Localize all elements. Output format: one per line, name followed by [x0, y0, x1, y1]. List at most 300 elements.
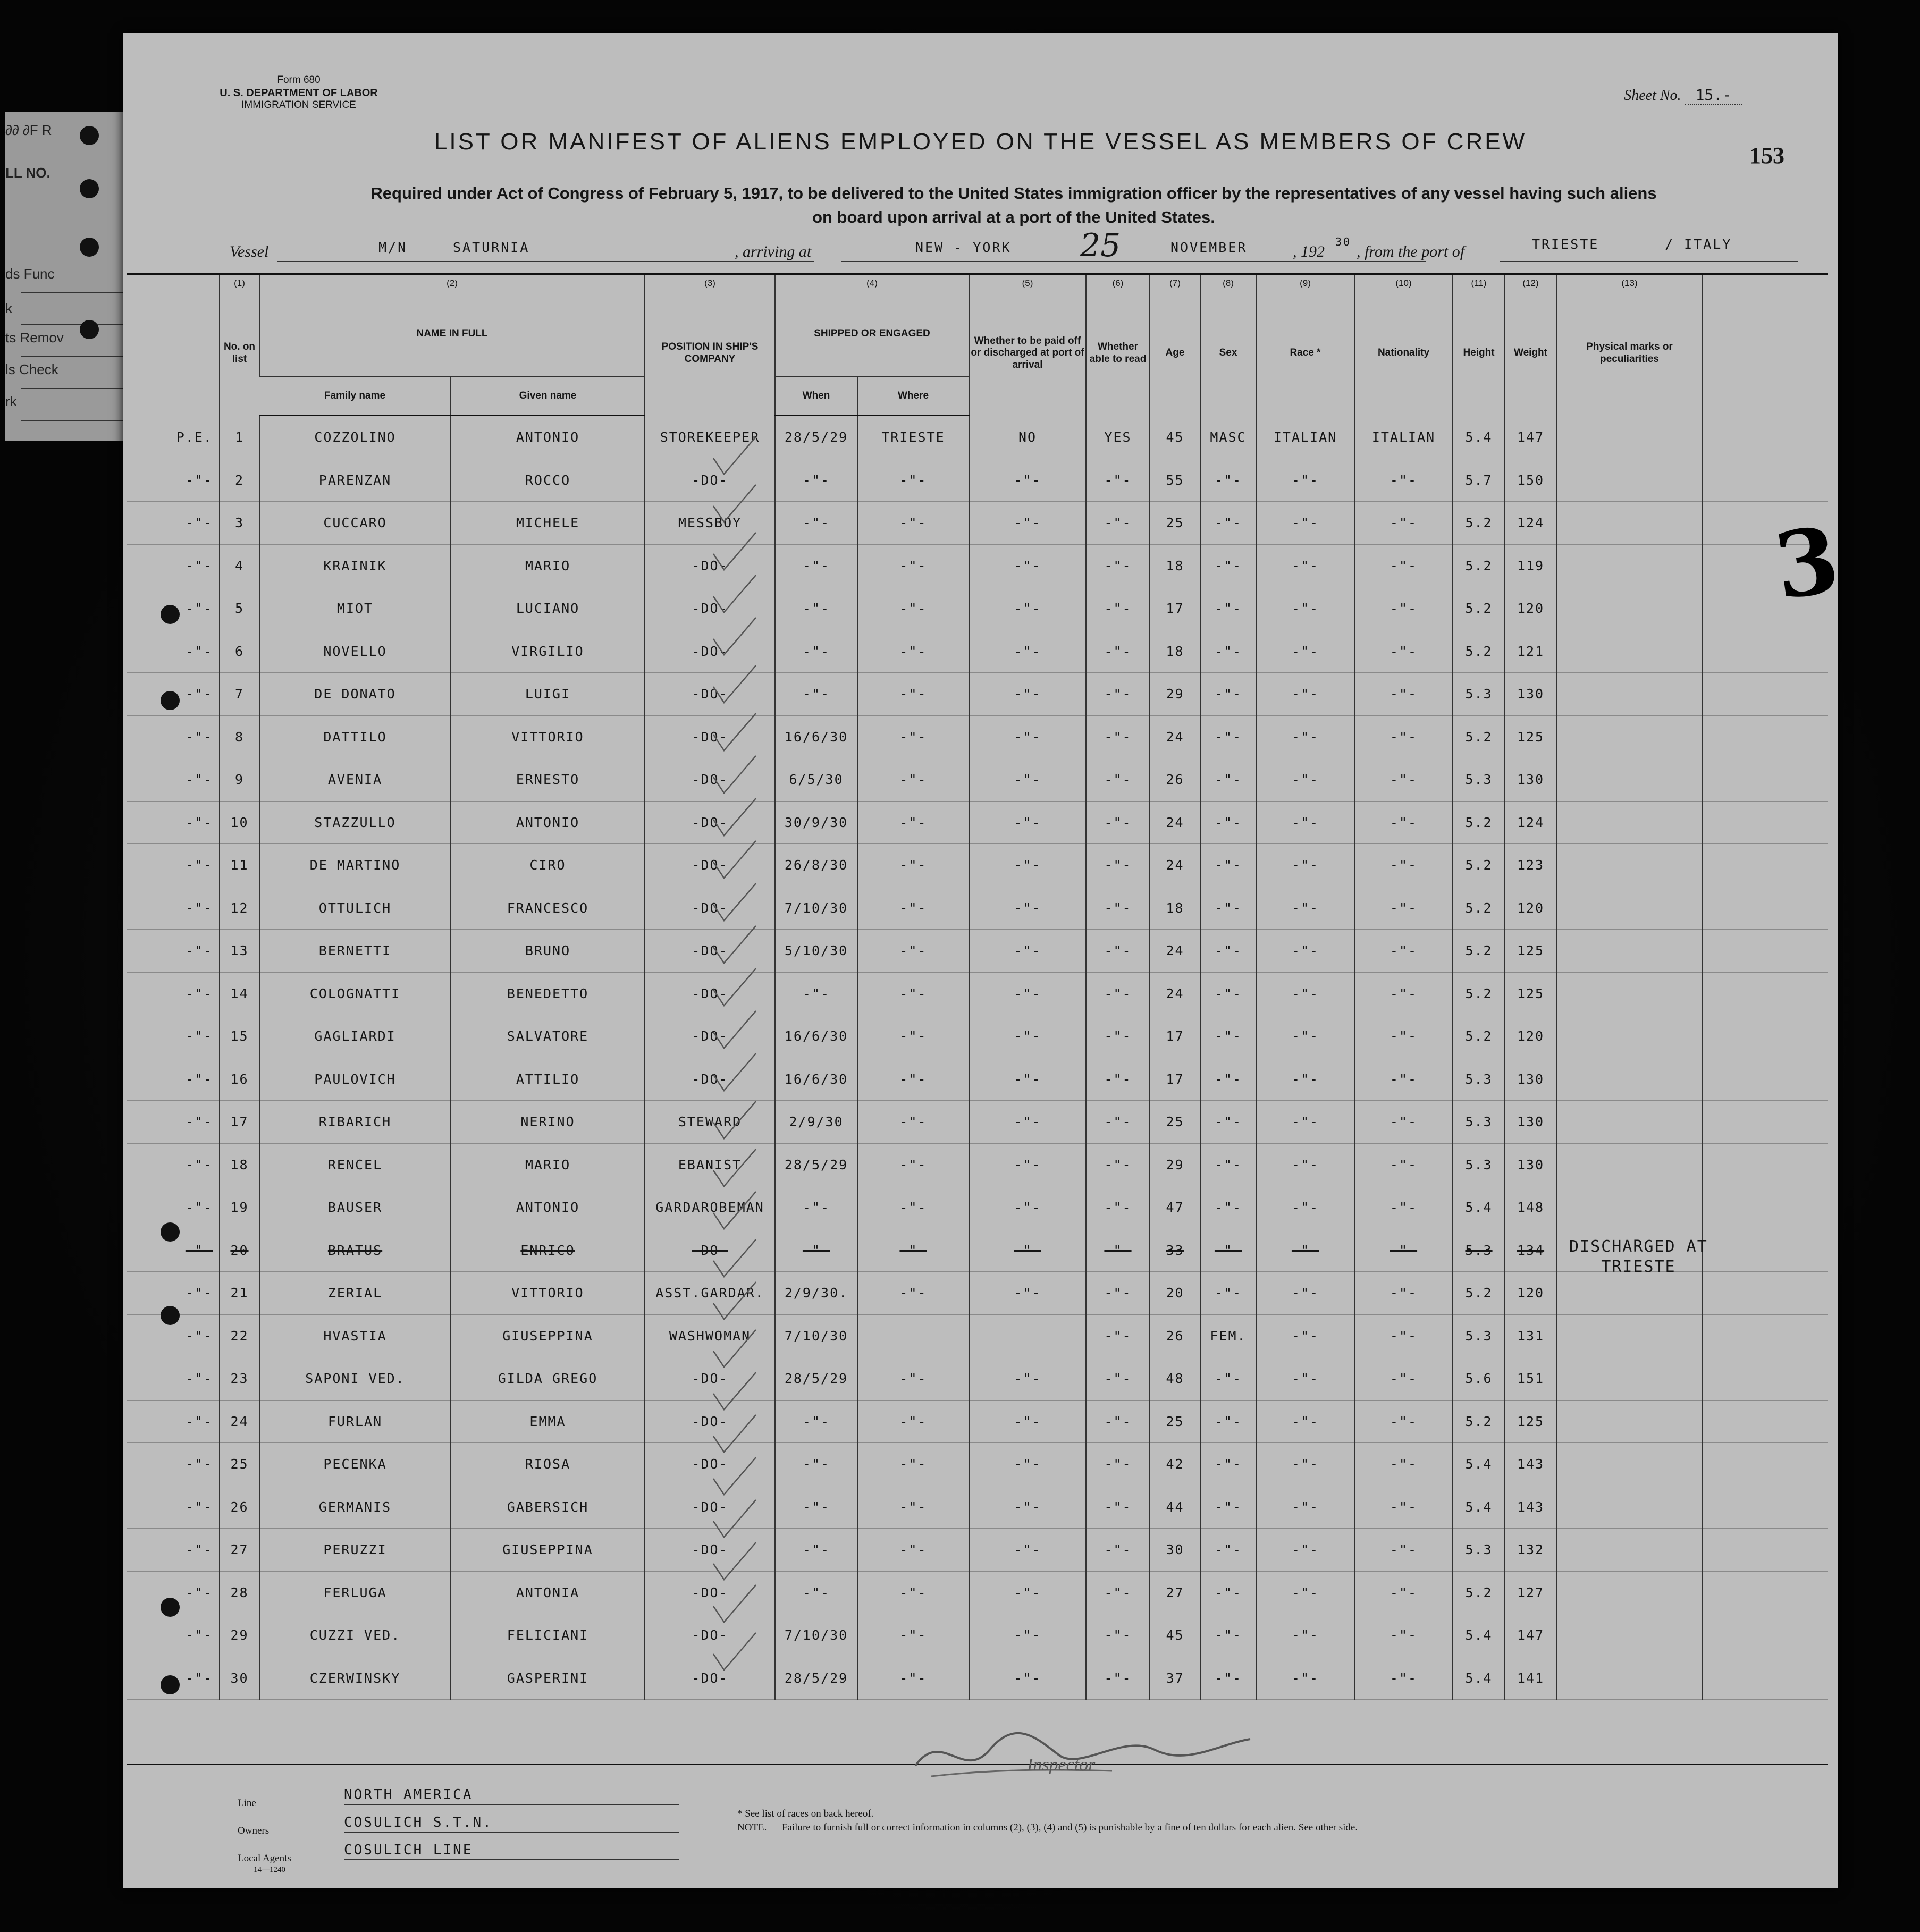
- year-suffix: 30: [1335, 235, 1352, 248]
- header-nationality: Nationality: [1354, 291, 1453, 416]
- nationality: -"-: [1354, 887, 1453, 930]
- scrap-line: k: [5, 300, 12, 316]
- sex: -"-: [1200, 1357, 1256, 1401]
- header-sex: Sex: [1200, 291, 1256, 416]
- column-number: (11): [1453, 275, 1505, 291]
- shipped-where: -"-: [857, 758, 969, 802]
- family-name: RIBARICH: [259, 1101, 451, 1144]
- weight: 127: [1505, 1571, 1556, 1614]
- family-name: PECENKA: [259, 1443, 451, 1486]
- row-number: 21: [220, 1272, 259, 1315]
- paid-off: -"-: [969, 1229, 1086, 1272]
- header-position: POSITION IN SHIP'S COMPANY: [645, 291, 775, 416]
- position: STOREKEEPER: [645, 416, 775, 459]
- shipped-where: -"-: [857, 1486, 969, 1529]
- position: -DO-: [645, 1486, 775, 1529]
- row-margin-mark: -"-: [127, 459, 220, 502]
- table-row: [127, 844, 1828, 887]
- race: -"-: [1256, 887, 1354, 930]
- table-row: [127, 1143, 1828, 1186]
- shipped-where: -"-: [857, 1400, 969, 1443]
- age: 25: [1150, 1101, 1200, 1144]
- row-margin-mark: -"-: [127, 1529, 220, 1572]
- family-name: PAULOVICH: [259, 1058, 451, 1101]
- row-number: 1: [220, 416, 259, 459]
- sex: -"-: [1200, 1229, 1256, 1272]
- shipped-where: -"-: [857, 502, 969, 545]
- height: 5.7: [1453, 459, 1505, 502]
- legal-subtitle: [246, 182, 1782, 230]
- row-number: 25: [220, 1443, 259, 1486]
- nationality: -"-: [1354, 1101, 1453, 1144]
- shipped-where: -"-: [857, 1571, 969, 1614]
- height: 5.2: [1453, 587, 1505, 630]
- height: 5.3: [1453, 1143, 1505, 1186]
- sex: -"-: [1200, 887, 1256, 930]
- able-to-read: -"-: [1086, 587, 1150, 630]
- paid-off: -"-: [969, 930, 1086, 973]
- row-number: 16: [220, 1058, 259, 1101]
- position: MESSBOY: [645, 502, 775, 545]
- weight: 132: [1505, 1529, 1556, 1572]
- table-row: [127, 1101, 1828, 1144]
- row-number: 15: [220, 1015, 259, 1058]
- row-margin-mark: P.E.: [127, 416, 220, 459]
- able-to-read: -"-: [1086, 1314, 1150, 1357]
- sex: -"-: [1200, 1571, 1256, 1614]
- nationality: -"-: [1354, 1314, 1453, 1357]
- row-margin-mark: -"-: [127, 972, 220, 1015]
- blank-cell: [1703, 1443, 1828, 1486]
- shipped-where: -"-: [857, 1015, 969, 1058]
- arriving-label: , arriving at: [735, 243, 812, 260]
- given-name: BENEDETTO: [451, 972, 645, 1015]
- shipped-when: -"-: [775, 630, 857, 673]
- scrap-line: ∂∂ ∂F R: [5, 122, 52, 138]
- check-marks: [708, 437, 772, 1712]
- owners-label: Owners: [238, 1825, 270, 1836]
- row-margin-mark: -"-: [127, 801, 220, 844]
- family-name: SAPONI VED.: [259, 1357, 451, 1401]
- handwritten-day: 25: [1080, 227, 1121, 264]
- scrap-rule: [21, 324, 125, 325]
- paid-off: -"-: [969, 1657, 1086, 1700]
- sheet-value: 15.-: [1685, 86, 1742, 105]
- family-name: COZZOLINO: [259, 416, 451, 459]
- row-number: 17: [220, 1101, 259, 1144]
- nationality: -"-: [1354, 1357, 1453, 1401]
- shipped-when: 26/8/30: [775, 844, 857, 887]
- weight: 143: [1505, 1486, 1556, 1529]
- weight: 120: [1505, 887, 1556, 930]
- family-name: BERNETTI: [259, 930, 451, 973]
- scrap-rule: [21, 420, 125, 421]
- height: 5.3: [1453, 673, 1505, 716]
- shipped-where: -"-: [857, 673, 969, 716]
- paid-off: -"-: [969, 630, 1086, 673]
- shipped-when: 28/5/29: [775, 1143, 857, 1186]
- given-name: VIRGILIO: [451, 630, 645, 673]
- paid-off: -"-: [969, 502, 1086, 545]
- blank-header: [1703, 291, 1828, 416]
- nationality: ITALIAN: [1354, 416, 1453, 459]
- row-number: 24: [220, 1400, 259, 1443]
- shipped-where: -"-: [857, 1229, 969, 1272]
- column-number: (10): [1354, 275, 1453, 291]
- race: -"-: [1256, 1529, 1354, 1572]
- sex: -"-: [1200, 459, 1256, 502]
- row-number: 2: [220, 459, 259, 502]
- sex: -"-: [1200, 502, 1256, 545]
- blank-cell: [1703, 673, 1828, 716]
- row-margin-mark: -"-: [127, 544, 220, 587]
- table-row: [127, 630, 1828, 673]
- row-number: 3: [220, 502, 259, 545]
- age: 45: [1150, 1614, 1200, 1657]
- form-number: Form 680: [277, 74, 321, 86]
- position: -DO-: [645, 715, 775, 758]
- sex: FEM.: [1200, 1314, 1256, 1357]
- given-name: GABERSICH: [451, 1486, 645, 1529]
- race: -"-: [1256, 1272, 1354, 1315]
- nationality: -"-: [1354, 1143, 1453, 1186]
- page-title: LIST OR MANIFEST OF ALIENS EMPLOYED ON THE VESSEL AS MEMBERS OF CREW: [434, 129, 1527, 155]
- table-row: [127, 1529, 1828, 1572]
- family-name: COLOGNATTI: [259, 972, 451, 1015]
- physical-marks: [1556, 844, 1703, 887]
- physical-marks: [1556, 715, 1703, 758]
- height: 5.3: [1453, 1058, 1505, 1101]
- footer-fields: [238, 1787, 1832, 1883]
- physical-marks: [1556, 1272, 1703, 1315]
- sex: -"-: [1200, 673, 1256, 716]
- family-name: GERMANIS: [259, 1486, 451, 1529]
- age: 24: [1150, 972, 1200, 1015]
- owners-value: COSULICH S.T.N.: [344, 1815, 679, 1833]
- weight: 120: [1505, 1272, 1556, 1315]
- height: 5.2: [1453, 887, 1505, 930]
- nationality: -"-: [1354, 673, 1453, 716]
- race: -"-: [1256, 544, 1354, 587]
- race: -"-: [1256, 459, 1354, 502]
- physical-marks: [1556, 630, 1703, 673]
- height: 5.4: [1453, 1486, 1505, 1529]
- family-name: DE MARTINO: [259, 844, 451, 887]
- year-label: , 192: [1293, 243, 1325, 260]
- weight: 130: [1505, 1101, 1556, 1144]
- age: 18: [1150, 887, 1200, 930]
- blank-cell: [1703, 1571, 1828, 1614]
- arriving-port: NEW - YORK: [915, 240, 1012, 255]
- nationality: -"-: [1354, 844, 1453, 887]
- position: -DO-: [645, 1357, 775, 1401]
- weight: 143: [1505, 1443, 1556, 1486]
- blank-cell: [1703, 416, 1828, 459]
- row-number: 13: [220, 930, 259, 973]
- given-name: GILDA GREGO: [451, 1357, 645, 1401]
- age: 18: [1150, 630, 1200, 673]
- punch-hole: [80, 126, 99, 145]
- punch-hole: [80, 238, 99, 257]
- row-margin-mark: -"-: [127, 758, 220, 802]
- given-name: VITTORIO: [451, 715, 645, 758]
- blank-cell: [1703, 1357, 1828, 1401]
- sex: -"-: [1200, 630, 1256, 673]
- height: 5.2: [1453, 1272, 1505, 1315]
- paid-off: -"-: [969, 1443, 1086, 1486]
- blank-cell: [1703, 1143, 1828, 1186]
- row-margin-mark: -"-: [127, 1614, 220, 1657]
- position: -DO-: [645, 1657, 775, 1700]
- age: 26: [1150, 758, 1200, 802]
- weight: 123: [1505, 844, 1556, 887]
- nationality: -"-: [1354, 972, 1453, 1015]
- line-label: Line: [238, 1798, 256, 1809]
- column-number: (9): [1256, 275, 1354, 291]
- given-name: ERNESTO: [451, 758, 645, 802]
- row-number: 7: [220, 673, 259, 716]
- shipped-when: -"-: [775, 1400, 857, 1443]
- shipped-when: 7/10/30: [775, 887, 857, 930]
- shipped-where: TRIESTE: [857, 416, 969, 459]
- sex: -"-: [1200, 844, 1256, 887]
- physical-marks: [1556, 1486, 1703, 1529]
- column-number: (1): [220, 275, 259, 291]
- family-name: AVENIA: [259, 758, 451, 802]
- column-number: (8): [1200, 275, 1256, 291]
- column-number: (13): [1556, 275, 1703, 291]
- position: ASST.GARDAR.: [645, 1272, 775, 1315]
- row-number: 6: [220, 630, 259, 673]
- height: 5.3: [1453, 1229, 1505, 1272]
- shipped-when: -"-: [775, 502, 857, 545]
- race: -"-: [1256, 1229, 1354, 1272]
- shipped-where: -"-: [857, 459, 969, 502]
- scrap-rule: [21, 292, 125, 293]
- blank-cell: [1703, 1272, 1828, 1315]
- sex: -"-: [1200, 930, 1256, 973]
- row-margin-mark: -"-: [127, 502, 220, 545]
- header-family-name: Family name: [259, 377, 451, 416]
- height: 5.2: [1453, 844, 1505, 887]
- physical-marks: [1556, 1571, 1703, 1614]
- sex: -"-: [1200, 1529, 1256, 1572]
- height: 5.2: [1453, 715, 1505, 758]
- row-margin-mark: -"-: [127, 1015, 220, 1058]
- row-margin-mark: -"-: [127, 1229, 220, 1272]
- row-number: 19: [220, 1186, 259, 1229]
- blank-cell: [1703, 715, 1828, 758]
- blank-cell: [1703, 459, 1828, 502]
- given-name: CIRO: [451, 844, 645, 887]
- physical-marks: [1556, 887, 1703, 930]
- position: -DO-: [645, 1571, 775, 1614]
- position: -DO-: [645, 801, 775, 844]
- nationality: -"-: [1354, 1272, 1453, 1315]
- race: -"-: [1256, 673, 1354, 716]
- given-name: SALVATORE: [451, 1015, 645, 1058]
- punch-hole: [161, 1675, 180, 1694]
- weight: 121: [1505, 630, 1556, 673]
- nationality: -"-: [1354, 630, 1453, 673]
- given-name: NERINO: [451, 1101, 645, 1144]
- row-margin-mark: -"-: [127, 1571, 220, 1614]
- nationality: -"-: [1354, 1186, 1453, 1229]
- family-name: KRAINIK: [259, 544, 451, 587]
- height: 5.2: [1453, 1015, 1505, 1058]
- row-number: 14: [220, 972, 259, 1015]
- weight: 125: [1505, 972, 1556, 1015]
- header-race: Race *: [1256, 291, 1354, 416]
- sex: -"-: [1200, 715, 1256, 758]
- family-name: NOVELLO: [259, 630, 451, 673]
- family-name: DATTILO: [259, 715, 451, 758]
- family-name: CZERWINSKY: [259, 1657, 451, 1700]
- family-name: RENCEL: [259, 1143, 451, 1186]
- paid-off: -"-: [969, 844, 1086, 887]
- race: -"-: [1256, 1143, 1354, 1186]
- family-name: CUCCARO: [259, 502, 451, 545]
- able-to-read: -"-: [1086, 801, 1150, 844]
- given-name: FRANCESCO: [451, 887, 645, 930]
- agents-label: Local Agents: [238, 1853, 291, 1864]
- position: STEWARD: [645, 1101, 775, 1144]
- punch-hole: [161, 605, 180, 624]
- blank-cell: [1703, 1486, 1828, 1529]
- nationality: -"-: [1354, 587, 1453, 630]
- blank-cell: [1703, 1101, 1828, 1144]
- able-to-read: -"-: [1086, 715, 1150, 758]
- sex: -"-: [1200, 1400, 1256, 1443]
- physical-marks: [1556, 1357, 1703, 1401]
- paid-off: -"-: [969, 1015, 1086, 1058]
- sex: -"-: [1200, 544, 1256, 587]
- row-number: 29: [220, 1614, 259, 1657]
- blank-cell: [1703, 1657, 1828, 1700]
- position: -DO-: [645, 930, 775, 973]
- weight: 119: [1505, 544, 1556, 587]
- able-to-read: -"-: [1086, 1443, 1150, 1486]
- position: -DO-: [645, 630, 775, 673]
- table-row: [127, 673, 1828, 716]
- table-row: [127, 1015, 1828, 1058]
- shipped-where: -"-: [857, 715, 969, 758]
- shipped-where: -"-: [857, 1101, 969, 1144]
- paid-off: -"-: [969, 715, 1086, 758]
- physical-marks: [1556, 930, 1703, 973]
- position: EBANIST: [645, 1143, 775, 1186]
- physical-marks: [1556, 673, 1703, 716]
- weight: 147: [1505, 416, 1556, 459]
- shipped-where: -"-: [857, 1657, 969, 1700]
- crew-manifest-table-wrapper: [127, 273, 1828, 1765]
- given-name: ANTONIA: [451, 1571, 645, 1614]
- able-to-read: -"-: [1086, 930, 1150, 973]
- position: -DO-: [645, 758, 775, 802]
- race: -"-: [1256, 801, 1354, 844]
- paid-off: -"-: [969, 1529, 1086, 1572]
- weight: 130: [1505, 758, 1556, 802]
- row-margin-mark: -"-: [127, 887, 220, 930]
- position: -DO-: [645, 1229, 775, 1272]
- sex: -"-: [1200, 1614, 1256, 1657]
- nationality: -"-: [1354, 459, 1453, 502]
- family-name: ZERIAL: [259, 1272, 451, 1315]
- row-margin-mark: -"-: [127, 930, 220, 973]
- physical-marks: [1556, 1529, 1703, 1572]
- shipped-where: -"-: [857, 1357, 969, 1401]
- nationality: -"-: [1354, 1486, 1453, 1529]
- height: 5.2: [1453, 630, 1505, 673]
- row-number: 8: [220, 715, 259, 758]
- position: -DO-: [645, 544, 775, 587]
- shipped-when: 16/6/30: [775, 715, 857, 758]
- blank-cell: [1703, 1314, 1828, 1357]
- nationality: -"-: [1354, 930, 1453, 973]
- height: 5.2: [1453, 544, 1505, 587]
- given-name: ATTILIO: [451, 1058, 645, 1101]
- sex: -"-: [1200, 1272, 1256, 1315]
- height: 5.4: [1453, 1614, 1505, 1657]
- given-name: GASPERINI: [451, 1657, 645, 1700]
- table-row: [127, 801, 1828, 844]
- race-note: * See list of races on back hereof.: [737, 1808, 874, 1819]
- race: -"-: [1256, 1015, 1354, 1058]
- blank-header: [1703, 275, 1828, 291]
- blank-cell: [1703, 1529, 1828, 1572]
- paid-off: -"-: [969, 1186, 1086, 1229]
- weight: 124: [1505, 801, 1556, 844]
- row-margin-mark: -"-: [127, 844, 220, 887]
- able-to-read: -"-: [1086, 1571, 1150, 1614]
- stamped-page-number: 153: [1749, 142, 1784, 168]
- shipped-where: -"-: [857, 544, 969, 587]
- given-name: FELICIANI: [451, 1614, 645, 1657]
- row-number: 10: [220, 801, 259, 844]
- punch-hole: [161, 1598, 180, 1617]
- shipped-where: -"-: [857, 1443, 969, 1486]
- row-margin-mark: -"-: [127, 630, 220, 673]
- paid-off: -"-: [969, 1143, 1086, 1186]
- arrival-month: NOVEMBER: [1170, 240, 1248, 255]
- column-number: (3): [645, 275, 775, 291]
- table-row: [127, 1186, 1828, 1229]
- blank-cell: [1703, 1614, 1828, 1657]
- table-row: [127, 416, 1828, 459]
- subtitle-line: Required under Act of Congress of February 5, 1917, to be delivered to the United States immigration officer by the representatives of any vessel having such aliens: [370, 184, 1657, 203]
- sex: -"-: [1200, 1058, 1256, 1101]
- sex: -"-: [1200, 1101, 1256, 1144]
- blank-cell: [1703, 1058, 1828, 1101]
- nationality: -"-: [1354, 1657, 1453, 1700]
- position: -DO-: [645, 887, 775, 930]
- age: 17: [1150, 1015, 1200, 1058]
- shipped-when: 30/9/30: [775, 801, 857, 844]
- sex: -"-: [1200, 1143, 1256, 1186]
- weight: 134: [1505, 1229, 1556, 1272]
- vessel-field: [277, 243, 814, 262]
- sheet-label: Sheet No.: [1624, 87, 1681, 104]
- header-when: When: [775, 377, 857, 416]
- margin-handwritten-mark: 3: [1768, 506, 1846, 621]
- race: -"-: [1256, 1614, 1354, 1657]
- able-to-read: YES: [1086, 416, 1150, 459]
- row-margin-mark: -"-: [127, 1058, 220, 1101]
- row-margin-mark: -"-: [127, 715, 220, 758]
- age: 25: [1150, 502, 1200, 545]
- age: 29: [1150, 673, 1200, 716]
- able-to-read: -"-: [1086, 673, 1150, 716]
